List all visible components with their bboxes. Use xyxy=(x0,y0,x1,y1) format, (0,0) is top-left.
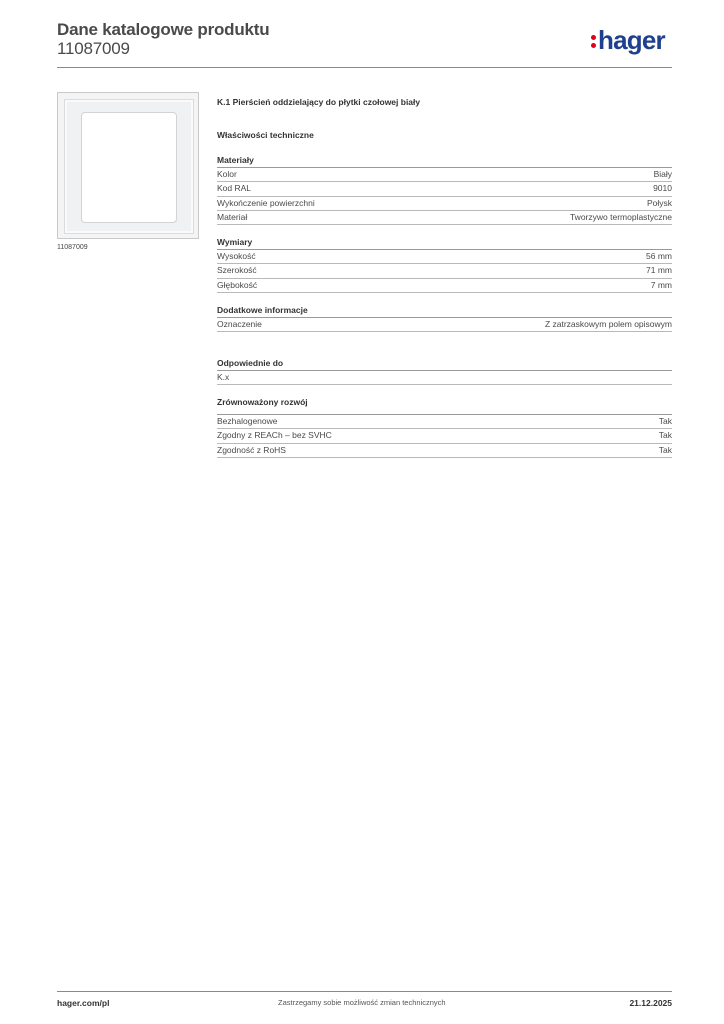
properties-heading: Właściwości techniczne xyxy=(217,130,314,140)
row-label: Materiał xyxy=(217,211,248,222)
table-row xyxy=(217,197,672,211)
row-value: Z zatrzaskowym polem opisowym xyxy=(544,319,672,329)
row-label: Zgodny z REACh – bez SVHC xyxy=(217,430,332,441)
table-row xyxy=(217,264,672,278)
section-title: Zrównoważony rozwój xyxy=(217,397,308,407)
product-name: K.1 Pierścień oddzielający do płytki czołowej biały xyxy=(217,97,421,107)
row-label: Głębokość xyxy=(217,279,258,290)
row-label: Bezhalogenowe xyxy=(217,416,278,426)
row-label: Zgodność z RoHS xyxy=(217,444,286,455)
row-label: Oznaczenie xyxy=(217,319,262,329)
logo-dots-icon xyxy=(591,33,596,49)
datasheet-content xyxy=(217,96,672,455)
row-value: Tak xyxy=(658,430,672,441)
logo-text: hager xyxy=(598,25,665,55)
section-dimensions xyxy=(217,237,672,293)
section-title: Materiały xyxy=(217,155,672,168)
section-additional xyxy=(217,305,672,332)
table-row xyxy=(217,371,672,385)
row-label: Szerokość xyxy=(217,265,257,276)
table-row xyxy=(217,414,672,429)
row-value: 7 mm xyxy=(650,279,672,290)
section-suitable xyxy=(217,358,672,385)
row-value: Połysk xyxy=(646,197,672,208)
footer-divider xyxy=(57,991,672,992)
footer-date: 21.12.2025 xyxy=(629,998,672,1008)
row-value: 71 mm xyxy=(646,265,672,276)
section-title: Wymiary xyxy=(217,237,672,250)
table-row xyxy=(217,429,672,443)
row-value: Biały xyxy=(653,169,672,179)
row-label: Wykończenie powierzchni xyxy=(217,197,315,208)
header-divider xyxy=(57,67,672,68)
section-title: Odpowiednie do xyxy=(217,358,672,371)
row-label: Kod RAL xyxy=(217,183,252,194)
frame-icon xyxy=(64,99,194,234)
row-label: Wysokość xyxy=(217,251,256,261)
footer-website-link[interactable]: hager.com/pl xyxy=(57,998,110,1008)
table-row xyxy=(217,211,672,225)
row-value: Tworzywo termoplastyczne xyxy=(569,211,672,222)
section-title: Dodatkowe informacje xyxy=(217,305,672,318)
table-row xyxy=(217,168,672,182)
frame-window xyxy=(81,112,177,223)
row-value: 56 mm xyxy=(646,251,672,261)
table-row xyxy=(217,250,672,264)
row-label: Kolor xyxy=(217,169,237,179)
table-row xyxy=(217,182,672,196)
product-code: 11087009 xyxy=(57,39,130,58)
row-label: K.x xyxy=(217,372,230,382)
row-value: Tak xyxy=(658,416,672,426)
product-image xyxy=(57,92,199,239)
table-row xyxy=(217,279,672,293)
table-row xyxy=(217,318,672,332)
section-sustainability xyxy=(217,397,672,458)
row-value: Tak xyxy=(658,444,672,455)
page-title: Dane katalogowe produktu xyxy=(57,20,270,39)
hager-logo xyxy=(591,26,665,54)
footer-notice: Zastrzegamy sobie możliwość zmian technicznych xyxy=(278,998,446,1007)
row-value: 9010 xyxy=(653,183,672,194)
image-caption: 11087009 xyxy=(57,244,88,251)
table-row xyxy=(217,444,672,458)
section-materials xyxy=(217,155,672,225)
